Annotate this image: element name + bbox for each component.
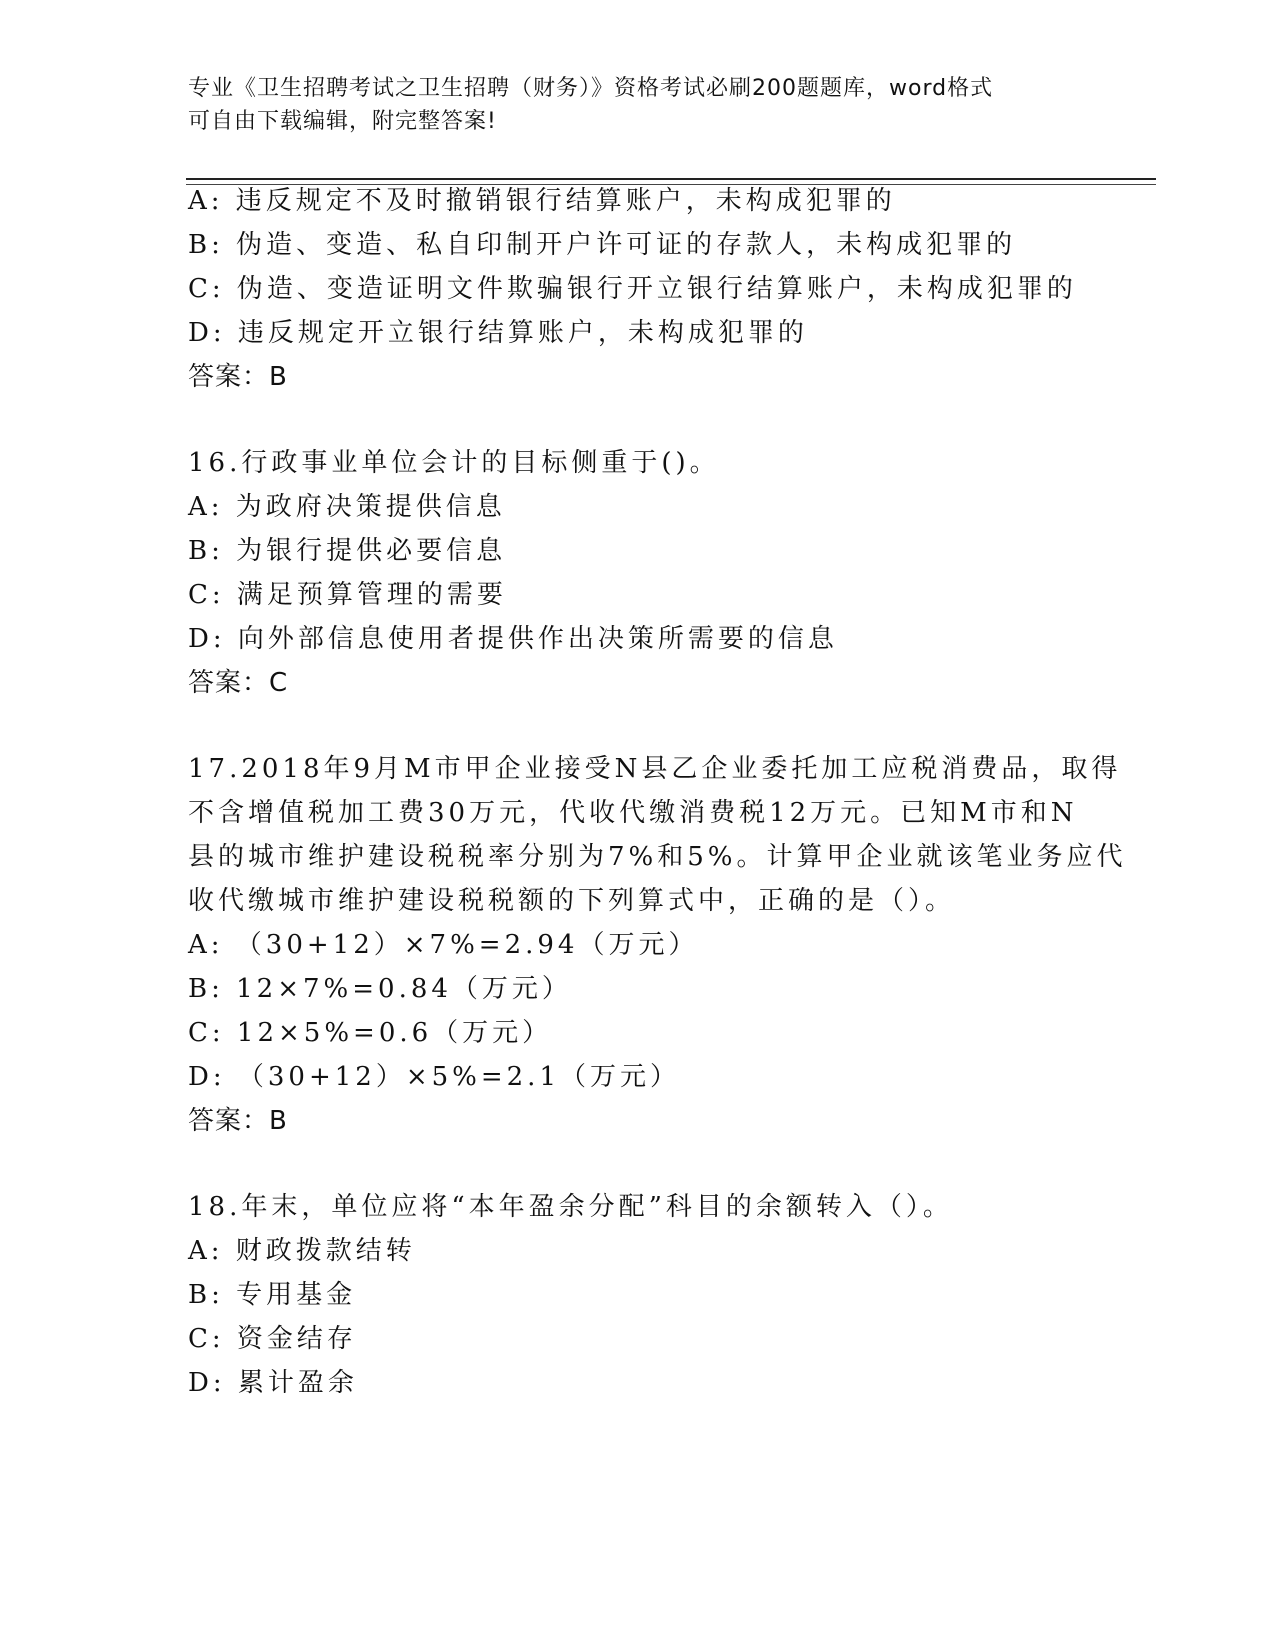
q18-option-c: C: 资金结存 bbox=[188, 1324, 357, 1354]
q17-option-d: D: （30+12）×5%=2.1（万元） bbox=[188, 1062, 680, 1092]
header-title-line-1: 专业《卫生招聘考试之卫生招聘（财务）》资格考试必刷200题题库，word格式 bbox=[188, 76, 994, 101]
q16-option-c: C: 满足预算管理的需要 bbox=[188, 580, 507, 610]
q17-stem-line-2: 不含增值税加工费30万元，代收代缴消费税12万元。已知M市和N bbox=[188, 798, 1078, 828]
q18-option-b: B: 专用基金 bbox=[188, 1280, 357, 1310]
q15-option-b: B: 伪造、变造、私自印制开户许可证的存款人，未构成犯罪的 bbox=[188, 230, 1017, 260]
q17-option-c: C: 12×5%=0.6（万元） bbox=[188, 1018, 553, 1048]
document-header bbox=[188, 72, 1068, 138]
q17-option-a: A: （30+12）×7%=2.94（万元） bbox=[188, 930, 699, 960]
q15-option-a: A: 违反规定不及时撤销银行结算账户，未构成犯罪的 bbox=[188, 186, 896, 216]
q17-option-b: B: 12×7%=0.84（万元） bbox=[188, 974, 572, 1004]
q16-answer: 答案：C bbox=[188, 668, 289, 698]
q17-stem-line-3: 县的城市维护建设税税率分别为7%和5%。计算甲企业就该笔业务应代 bbox=[188, 842, 1127, 872]
q18-option-a: A: 财政拨款结转 bbox=[188, 1236, 416, 1266]
q16-option-b: B: 为银行提供必要信息 bbox=[188, 536, 507, 566]
header-title-line-2: 可自由下载编辑，附完整答案! bbox=[188, 109, 497, 134]
q16-option-d: D: 向外部信息使用者提供作出决策所需要的信息 bbox=[188, 624, 838, 654]
header-divider-thick bbox=[186, 178, 1156, 180]
q16-option-a: A: 为政府决策提供信息 bbox=[188, 492, 506, 522]
q18-option-d: D: 累计盈余 bbox=[188, 1368, 358, 1398]
q17-answer: 答案：B bbox=[188, 1106, 288, 1136]
q17-stem-line-4: 收代缴城市维护建设税税额的下列算式中，正确的是（）。 bbox=[188, 886, 956, 916]
q15-answer: 答案：B bbox=[188, 362, 288, 392]
q18-stem: 18.年末，单位应将“本年盈余分配”科目的余额转入（）。 bbox=[188, 1192, 953, 1222]
q15-option-c: C: 伪造、变造证明文件欺骗银行开立银行结算账户，未构成犯罪的 bbox=[188, 274, 1077, 304]
q16-stem: 16.行政事业单位会计的目标侧重于()。 bbox=[188, 448, 720, 478]
q15-option-d: D: 违反规定开立银行结算账户，未构成犯罪的 bbox=[188, 318, 808, 348]
q17-stem-line-1: 17.2018年9月M市甲企业接受N县乙企业委托加工应税消费品，取得 bbox=[188, 754, 1122, 784]
